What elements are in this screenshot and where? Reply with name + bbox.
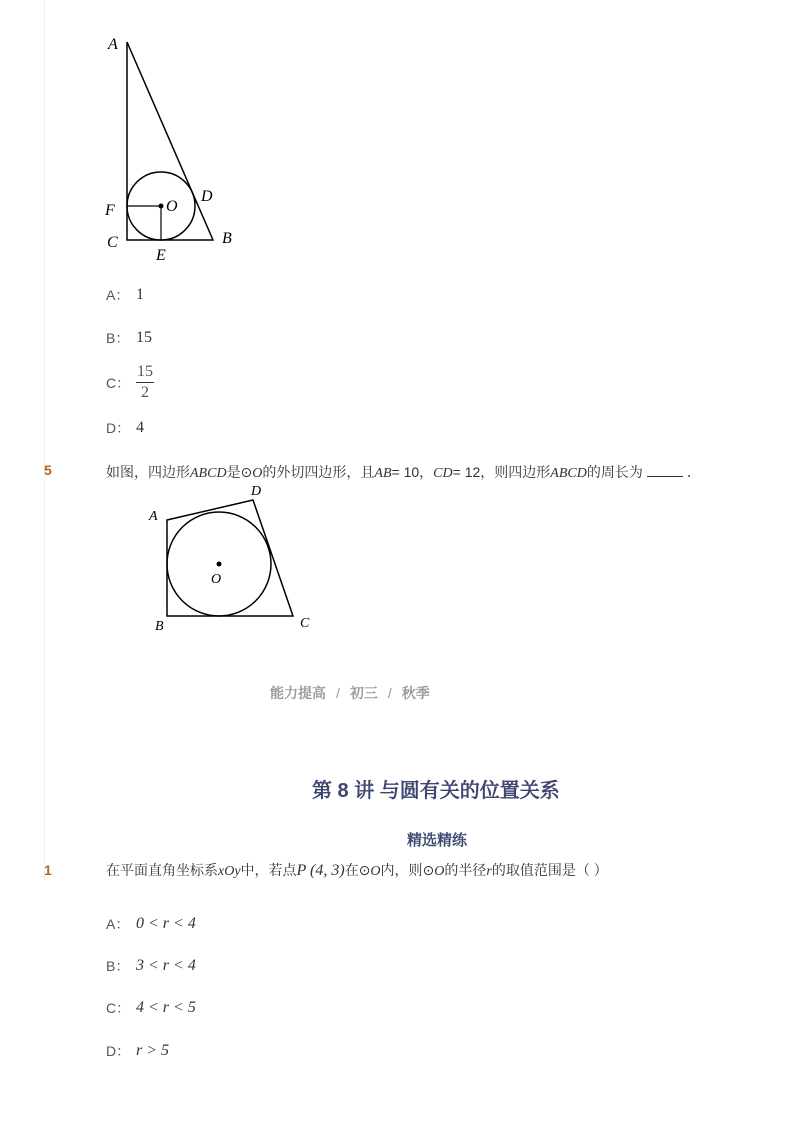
option-label: B：: [106, 330, 130, 346]
triangle-incircle-figure: [95, 30, 245, 265]
option-label: A：: [106, 916, 130, 932]
breadcrumb-item: 能力提高: [270, 685, 326, 701]
option-d[interactable]: [106, 1041, 169, 1061]
option-label: C：: [106, 374, 131, 391]
option-value: 15: [136, 329, 152, 346]
section-title: 精选精练: [407, 832, 468, 849]
quadrilateral-abcd: [167, 500, 293, 616]
breadcrumb-item: 秋季: [401, 685, 430, 701]
option-value: 3 < r < 4: [136, 957, 196, 974]
answer-blank[interactable]: [647, 464, 683, 477]
breadcrumb-separator: /: [387, 685, 392, 701]
breadcrumb: [270, 683, 430, 703]
center-point-o: [159, 204, 164, 209]
tangential-quadrilateral-figure: [140, 482, 330, 634]
option-b[interactable]: [106, 328, 152, 348]
option-a[interactable]: [106, 914, 196, 934]
label-e: E: [156, 247, 166, 264]
left-margin-rule: [44, 0, 45, 880]
label-o: O: [166, 198, 178, 215]
label-b: B: [222, 230, 232, 247]
option-c[interactable]: [106, 998, 196, 1018]
breadcrumb-item: 初三: [349, 685, 378, 701]
option-label: D：: [106, 1043, 131, 1059]
label-b: B: [155, 619, 164, 634]
option-value: r > 5: [136, 1042, 170, 1059]
question-text: 如图，四边形ABCD是⊙O的外切四边形，且AB= 10，CD= 12，则四边形ABCD的周长为 ．: [106, 464, 701, 481]
option-c[interactable]: [106, 362, 154, 403]
option-label: D：: [106, 420, 131, 436]
fraction: [136, 362, 154, 403]
option-a[interactable]: [106, 285, 144, 305]
label-c: C: [107, 234, 118, 251]
option-value: 4: [136, 419, 144, 436]
question-text: 在平面直角坐标系xOy中，若点P (4, 3)在⊙O内，则⊙O的半径r的取值范围是（ ）: [106, 862, 608, 879]
option-b[interactable]: [106, 956, 196, 976]
lesson-title: 第 8 讲 与圆有关的位置关系: [312, 780, 560, 802]
option-value: 4 < r < 5: [136, 999, 196, 1016]
option-d[interactable]: [106, 418, 144, 438]
label-a: A: [149, 509, 158, 524]
option-label: A：: [106, 287, 130, 303]
option-value: 0 < r < 4: [136, 915, 196, 932]
fraction-numerator: 15: [137, 363, 153, 380]
question-number: 5: [44, 462, 52, 478]
fraction-denominator: 2: [141, 384, 149, 401]
option-value: 1: [136, 286, 144, 303]
center-point-o: [217, 562, 222, 567]
breadcrumb-separator: /: [336, 685, 340, 701]
label-a: A: [108, 36, 118, 53]
option-label: C：: [106, 1000, 131, 1016]
question-number: 1: [44, 862, 52, 878]
label-d: D: [201, 188, 213, 205]
label-d: D: [251, 484, 262, 499]
option-label: B：: [106, 958, 130, 974]
label-f: F: [105, 202, 115, 219]
label-c: C: [300, 616, 310, 631]
label-o: O: [211, 572, 222, 587]
